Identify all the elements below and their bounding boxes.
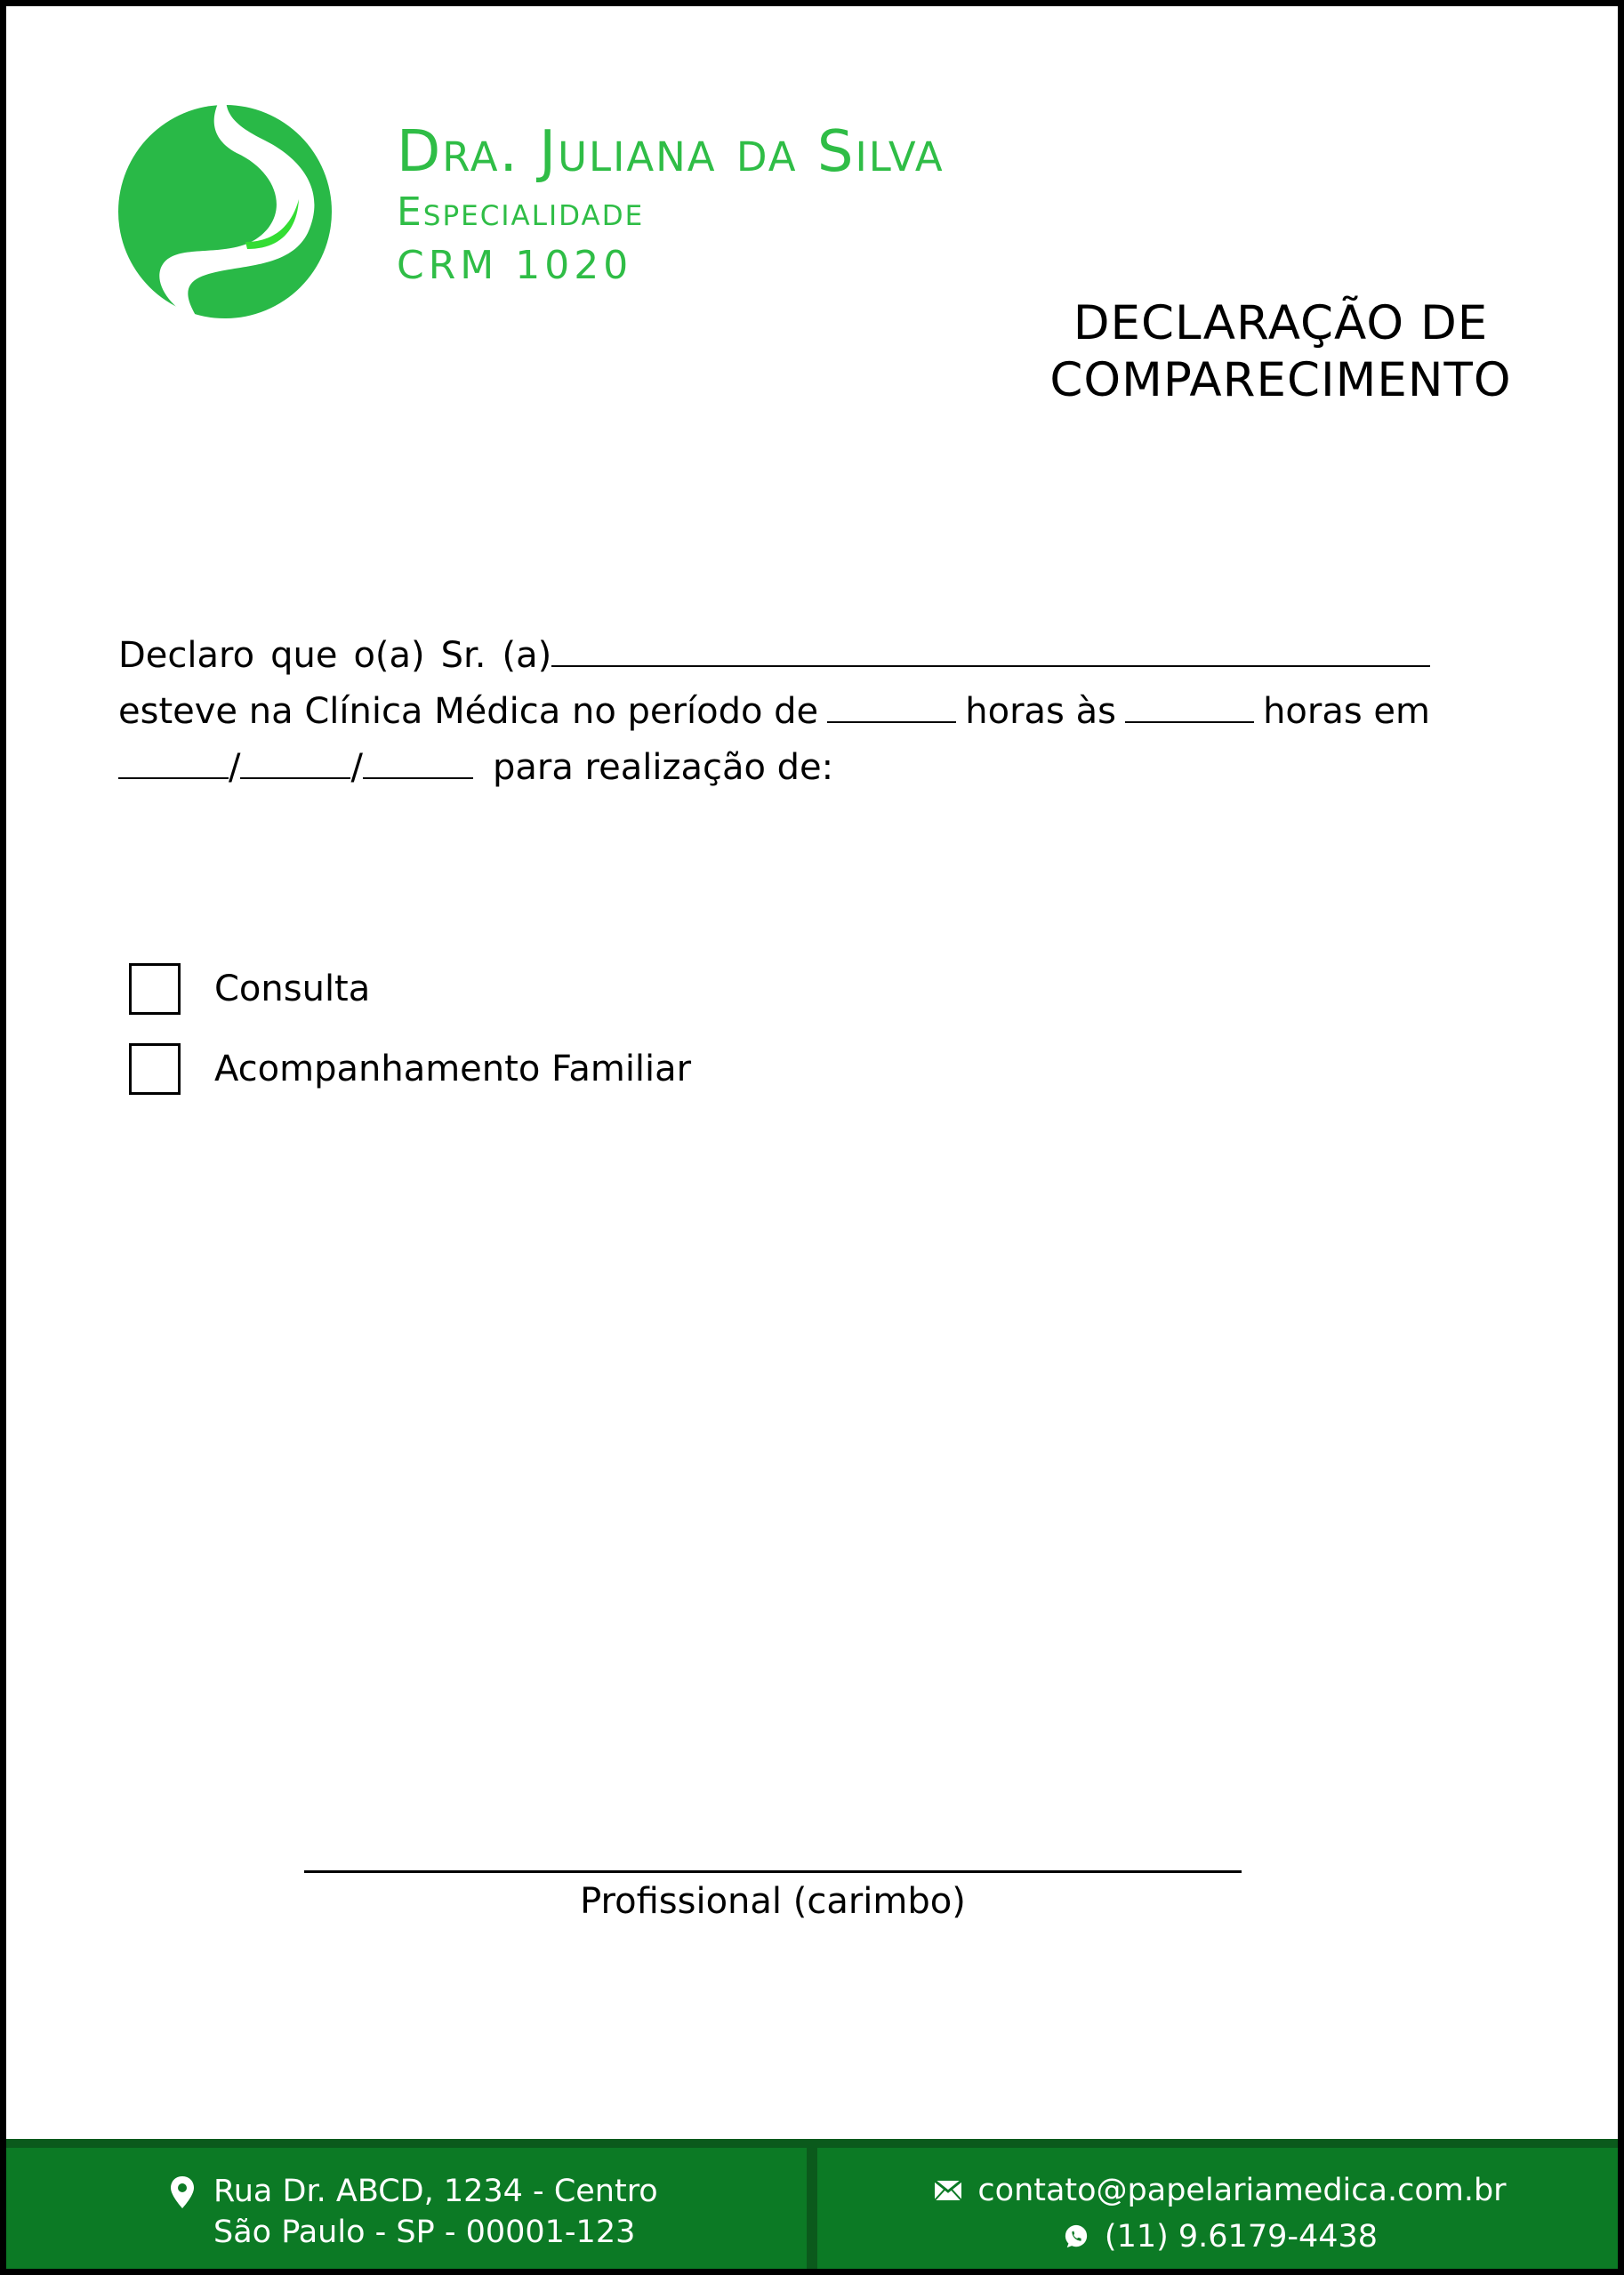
footer [0,2139,1624,2275]
signature-line[interactable] [304,1870,1242,1873]
declaration-text: esteve na Clínica Médica no período de [118,691,819,732]
declaration-paragraph [118,628,1430,796]
whatsapp-icon [1064,2224,1089,2249]
declaration-word: Declaro [118,635,255,676]
footer-divider [807,2148,817,2275]
stomach-logo-icon [114,84,336,329]
mail-icon [935,2181,961,2200]
signature-label: Profissional (carimbo) [580,1881,966,1922]
declaration-text: horas em [1263,691,1430,732]
footer-address [169,2171,658,2253]
declaration-word: que [270,635,338,676]
declaration-line-1 [118,628,1430,684]
doctor-name: Dra. Juliana da Silva [397,119,945,185]
option-acompanhamento-familiar[interactable] [129,1041,691,1097]
document-title-line1: DECLARAÇÃO DE [1073,296,1489,350]
consulta-checkbox[interactable] [129,963,181,1015]
footer-contact [817,2167,1624,2260]
address-line-2: São Paulo - SP - 00001-123 [213,2215,636,2250]
option-label: Consulta [214,969,371,1009]
date-separator: / [350,747,363,788]
year-blank-field[interactable] [363,751,473,779]
document-title [1005,295,1556,409]
declaration-word: (a) [502,635,552,676]
declaration-text: para realização de: [492,747,834,788]
name-blank-field[interactable] [551,639,1430,667]
declaration-word: o(a) [353,635,425,676]
contact-email[interactable]: contato@papelariamedica.com.br [977,2173,1507,2208]
visit-type-options [129,961,691,1121]
doctor-crm: CRM 1020 [397,243,633,288]
declaration-word: Sr. [440,635,486,676]
date-separator: / [229,747,241,788]
month-blank-field[interactable] [240,751,350,779]
declaration-line-3 [118,740,1430,796]
option-label: Acompanhamento Familiar [214,1049,692,1089]
acompanhamento-checkbox[interactable] [129,1043,181,1095]
doctor-specialty: Especialidade [397,189,645,235]
contact-phone[interactable]: (11) 9.6179-4438 [1104,2219,1379,2255]
day-blank-field[interactable] [118,751,229,779]
doctor-info [397,120,945,293]
option-consulta[interactable] [129,961,691,1017]
location-pin-icon [169,2175,196,2210]
declaration-line-2 [118,684,1430,740]
declaration-text: horas às [965,691,1116,732]
start-hour-blank-field[interactable] [827,695,956,723]
end-hour-blank-field[interactable] [1125,695,1254,723]
address-line-1: Rua Dr. ABCD, 1234 - Centro [213,2174,658,2209]
document-title-line2: COMPARECIMENTO [1049,353,1512,407]
